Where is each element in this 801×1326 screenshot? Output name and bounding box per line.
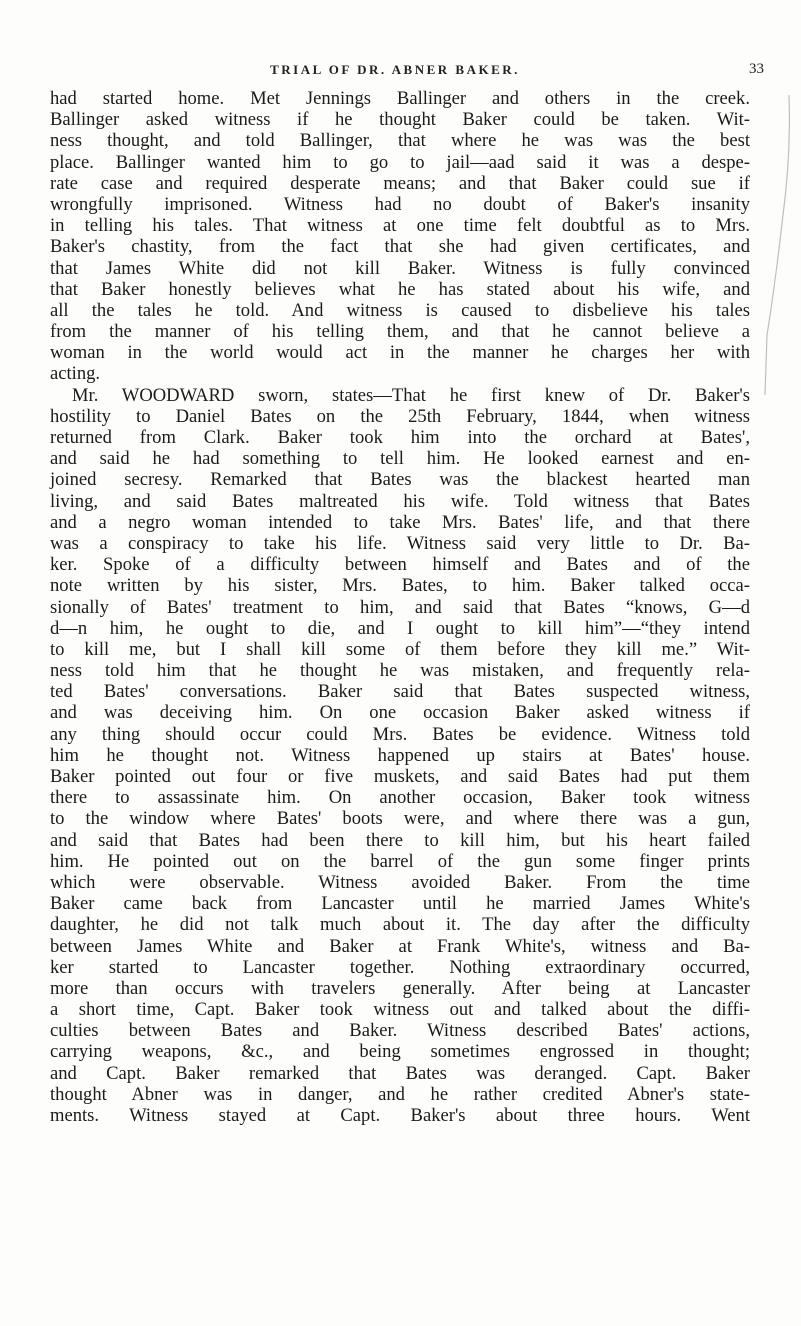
text-line: was a conspiracy to take his life. Witness said very little to Dr. Ba- (50, 532, 750, 554)
text-line: returned from Clark. Baker took him into the orchard at Bates', (50, 427, 750, 448)
text-line: in telling his tales. That witness at one time felt doubtful as to Mrs. (50, 215, 750, 237)
text-line: which were observable. Witness avoided Baker. From the time (50, 871, 750, 893)
text-line: him. He pointed out on the barrel of the gun some finger prints (50, 850, 750, 872)
text-line: ker. Spoke of a difficulty between himself and Bates and of the (50, 554, 750, 576)
text-line: between James White and Baker at Frank White's, witness and Ba- (50, 935, 750, 957)
text-line: that James White did not kill Baker. Witness is fully convinced (50, 257, 750, 279)
text-line: there to assassinate him. On another occasion, Baker took witness (50, 787, 750, 809)
running-title: TRIAL OF DR. ABNER BAKER. (270, 62, 520, 77)
margin-pencil-mark (761, 95, 801, 395)
text-line: Ballinger asked witness if he thought Baker could be taken. Wit- (50, 109, 750, 131)
text-line: and said he had something to tell him. He looked earnest and en- (50, 448, 750, 470)
text-line: note written by his sister, Mrs. Bates, to him. Baker talked occa- (50, 575, 750, 597)
text-line: ker started to Lancaster together. Nothing extraordinary occurred, (50, 956, 750, 978)
text-line: rate case and required desperate means; and that Baker could sue if (50, 172, 750, 194)
text-line: Baker came back from Lancaster until he married James White's (50, 893, 750, 915)
text-line: and Capt. Baker remarked that Bates was deranged. Capt. Baker (50, 1062, 750, 1084)
text-line: from the manner of his telling them, and that he cannot believe a (50, 321, 750, 343)
text-line: that Baker honestly believes what he has stated about his wife, and (50, 278, 750, 300)
page-number: 33 (749, 61, 764, 77)
text-line: joined secresy. Remarked that Bates was the blackest hearted man (50, 469, 750, 491)
text-line: Baker pointed out four or five muskets, and said Bates had put them (50, 766, 750, 787)
text-line: ments. Witness stayed at Capt. Baker's about three hours. Went (50, 1105, 750, 1126)
text-line: had started home. Met Jennings Ballinger and others in the creek. (50, 88, 750, 109)
text-line: any thing should occur could Mrs. Bates be evidence. Witness told (50, 723, 750, 745)
text-line: d—n him, he ought to die, and I ought to kill him”—“they intend (50, 617, 750, 639)
text-line: woman in the world would act in the manner he charges her with (50, 342, 750, 364)
text-line: him he thought not. Witness happened up stairs at Bates' house. (50, 744, 750, 766)
text-line: sionally of Bates' treatment to him, and said that Bates “knows, G—d (50, 596, 750, 618)
text-line: wrongfully imprisoned. Witness had no doubt of Baker's insanity (50, 193, 750, 215)
text-line: ted Bates' conversations. Baker said that Bates suspected witness, (50, 681, 750, 703)
text-line: a short time, Capt. Baker took witness out and talked about the diffi- (50, 999, 750, 1021)
text-line: culties between Bates and Baker. Witness described Bates' actions, (50, 1020, 750, 1042)
text-line: ness told him that he thought he was mistaken, and frequently rela- (50, 660, 750, 682)
text-line: and a negro woman intended to take Mrs. Bates' life, and that there (50, 511, 750, 533)
text-line: Baker's chastity, from the fact that she had given certificates, and (50, 236, 750, 258)
text-line: to the window where Bates' boots were, and where there was a gun, (50, 808, 750, 830)
body-text (50, 88, 750, 1126)
text-line: daughter, he did not talk much about it. The day after the difficulty (50, 914, 750, 936)
text-line: ness thought, and told Ballinger, that where he was was the best (50, 130, 750, 152)
text-line: more than occurs with travelers generally. After being at Lancaster (50, 977, 750, 999)
text-line: hostility to Daniel Bates on the 25th February, 1844, when witness (50, 405, 750, 427)
running-head (40, 61, 764, 84)
text-line: Mr. WOODWARD sworn, states—That he first knew of Dr. Baker's (72, 384, 750, 406)
text-line: and said that Bates had been there to kill him, but his heart failed (50, 829, 750, 851)
text-line: carrying weapons, &c., and being sometimes engrossed in thought; (50, 1041, 750, 1063)
text-line: acting. (50, 363, 101, 385)
paragraph (50, 385, 750, 1127)
text-line: and was deceiving him. On one occasion Baker asked witness if (50, 702, 750, 724)
text-line: living, and said Bates maltreated his wife. Told witness that Bates (50, 490, 750, 512)
paragraph (50, 88, 750, 385)
text-line: all the tales he told. And witness is caused to disbelieve his tales (50, 299, 750, 321)
text-line: thought Abner was in danger, and he rather credited Abner's state- (50, 1083, 750, 1105)
text-line: to kill me, but I shall kill some of them before they kill me.” Wit- (50, 638, 750, 660)
text-line: place. Ballinger wanted him to go to jail—aad said it was a despe- (50, 151, 750, 173)
